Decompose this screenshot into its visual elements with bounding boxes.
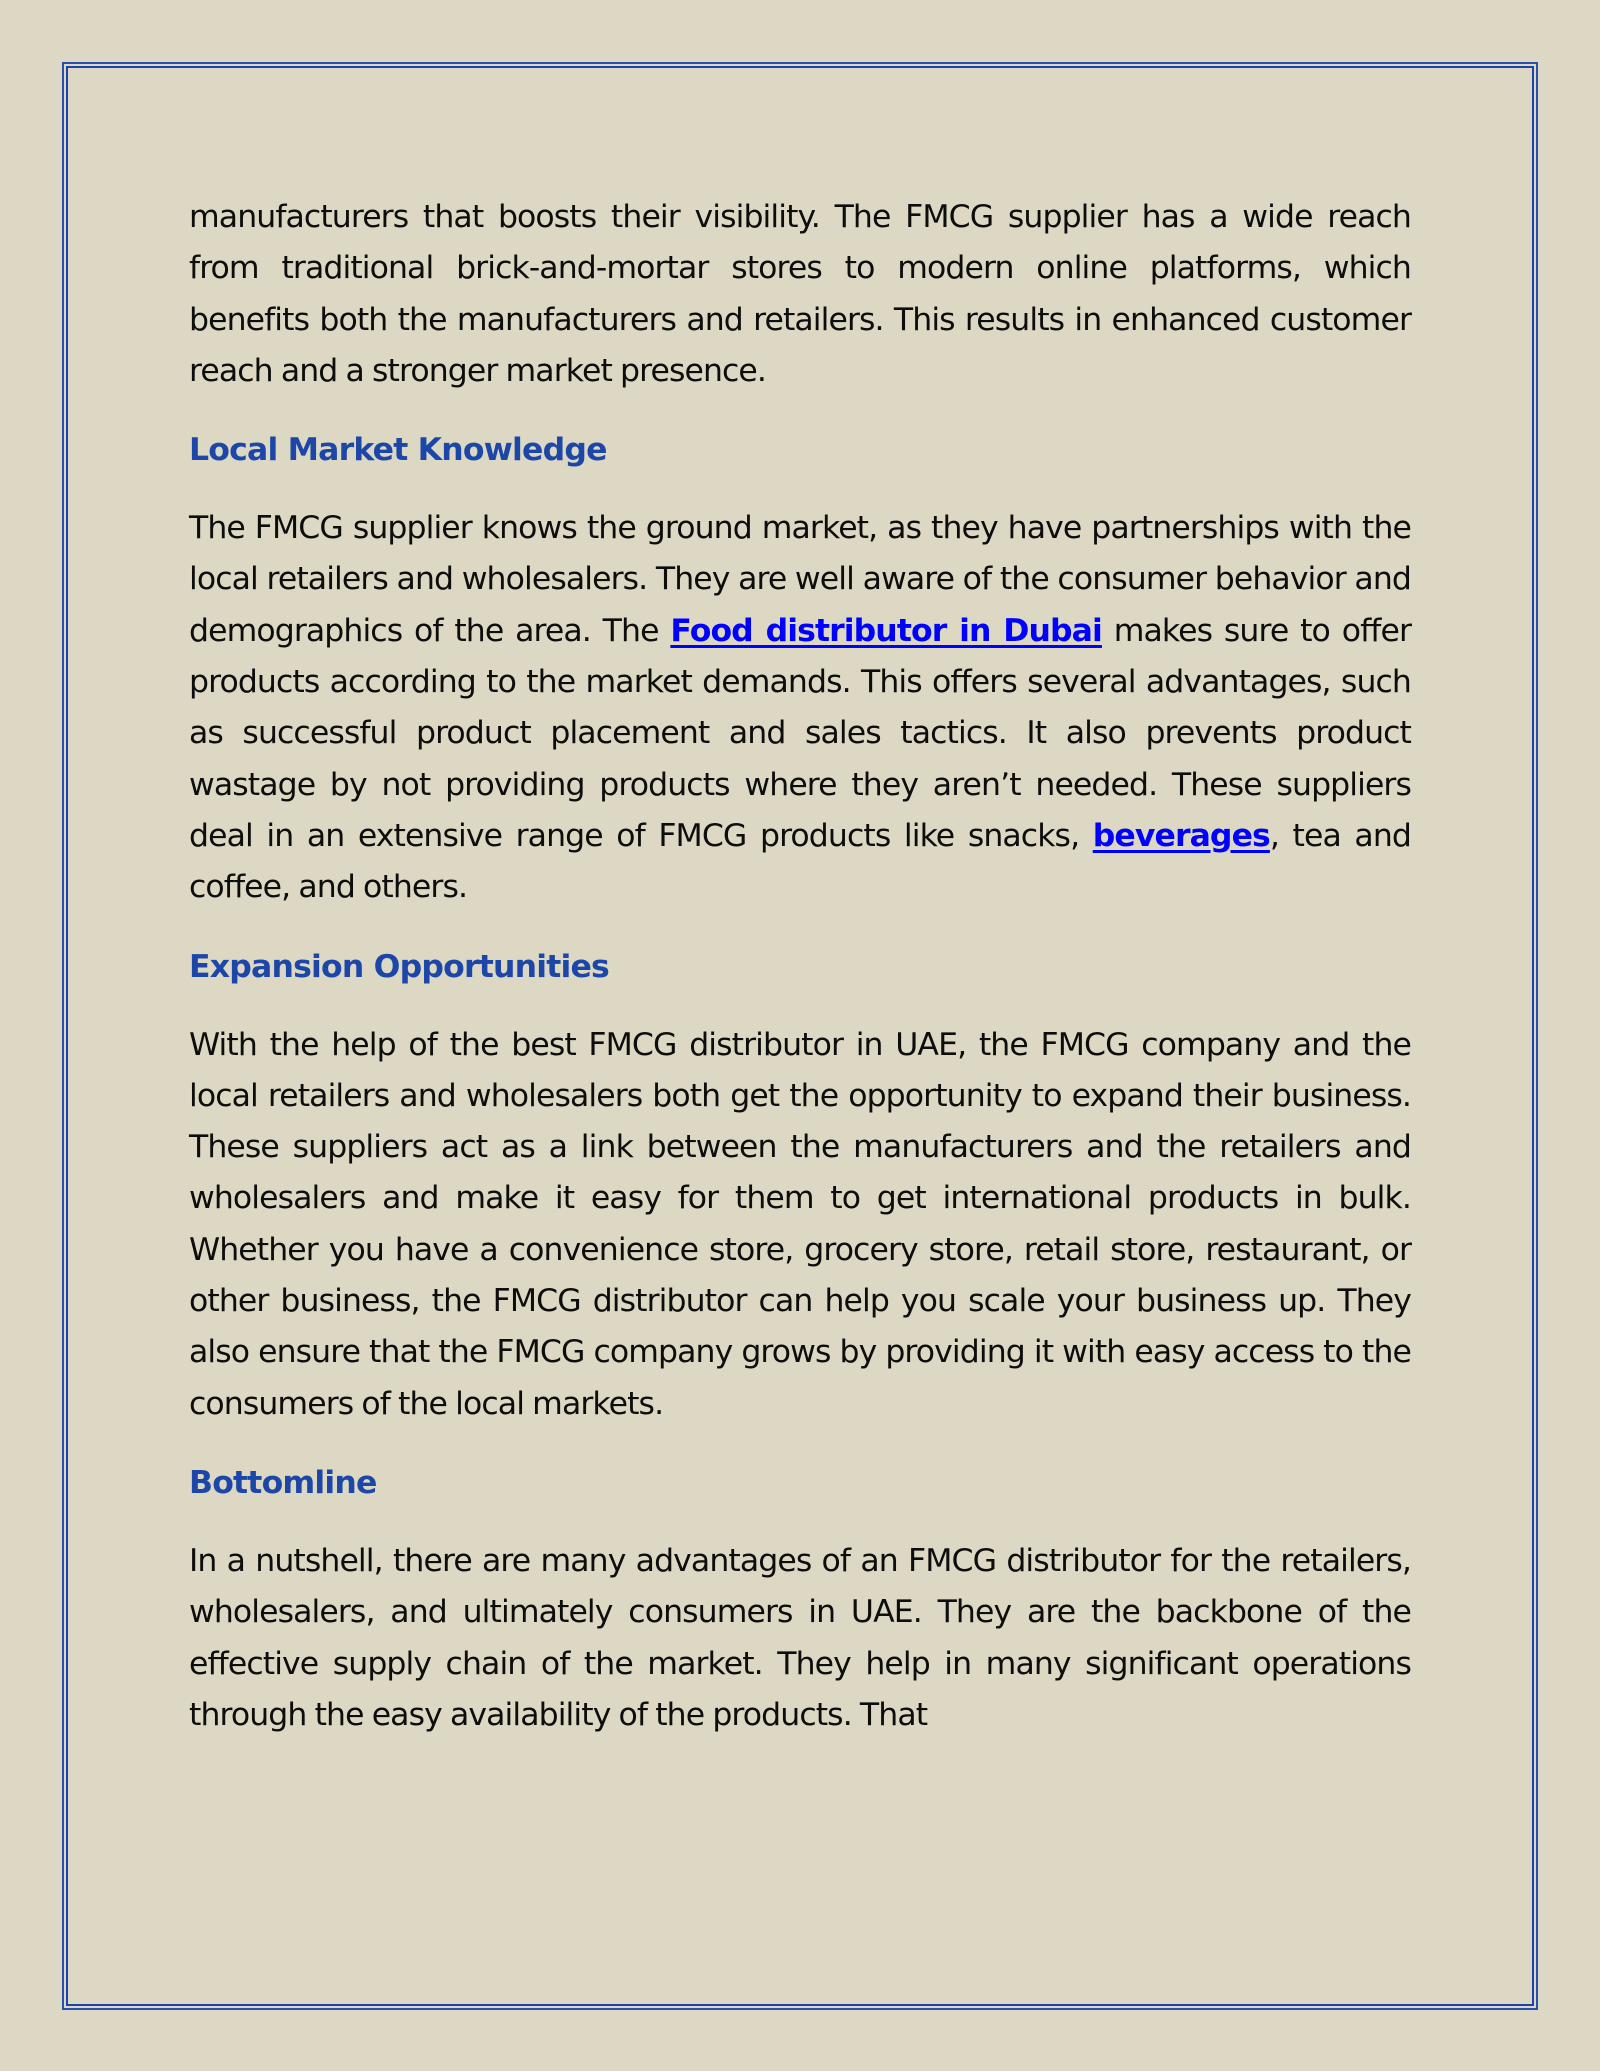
paragraph-text: , tea and coffee, and others.	[189, 817, 1411, 906]
paragraph-text: The FMCG supplier knows the ground market, as they have partnerships with the local retailers and wholesalers. They are well aware of the consumer behavior and demographics of the area. The	[189, 510, 1411, 649]
local-market-paragraph	[189, 503, 1411, 913]
document-body	[189, 192, 1411, 1741]
heading-bottomline: Bottomline	[189, 1464, 377, 1501]
beverages-link[interactable]: beverages	[1092, 817, 1270, 854]
heading-local-market-knowledge: Local Market Knowledge	[189, 432, 607, 469]
intro-paragraph: manufacturers that boosts their visibility. The FMCG supplier has a wide reach from traditional brick-and-mortar stores to modern online platforms, which benefits both the manufacturers and retailers. This results in enhanced customer reach and a stronger market presence.	[189, 199, 1411, 389]
expansion-paragraph: With the help of the best FMCG distributor in UAE, the FMCG company and the local retailers and wholesalers both get the opportunity to expand their business. These suppliers act as a link between the manufacturers and the retailers and wholesalers and make it easy for them to get international products in bulk. Whether you have a convenience store, grocery store, retail store, restaurant, or other business, the FMCG distributor can help you scale your business up. They also ensure that the FMCG company grows by providing it with easy access to the consumers of the local markets.	[189, 1026, 1411, 1422]
bottomline-paragraph: In a nutshell, there are many advantages of an FMCG distributor for the retailers, wholesalers, and ultimately consumers in UAE. They are the backbone of the effective supply chain of the market. They help in many significant operations through the easy availability of the products. That	[189, 1542, 1411, 1733]
food-distributor-dubai-link[interactable]: Food distributor in Dubai	[670, 612, 1102, 649]
paragraph-text: makes sure to offer products according to the market demands. This offers several advantages, such as successful product placement and sales tactics. It also prevents product wastage by not providing products where they aren’t needed. These suppliers deal in an extensive range of FMCG products like snacks,	[189, 612, 1411, 854]
heading-expansion-opportunities: Expansion Opportunities	[189, 948, 609, 985]
